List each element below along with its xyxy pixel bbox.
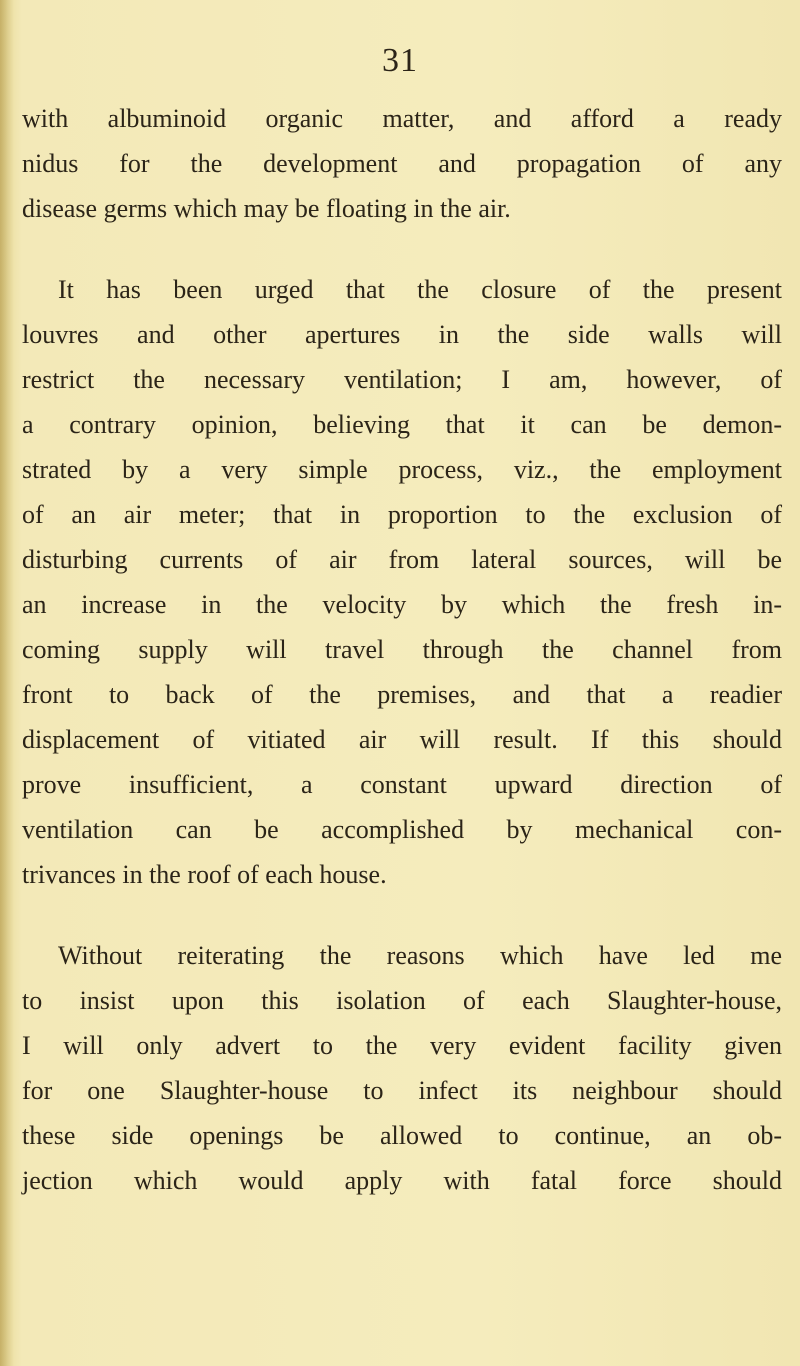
text-line: Without reiterating the reasons which have led me	[58, 941, 782, 970]
text-line: these side openings be allowed to continue, an ob-	[22, 1121, 782, 1150]
paragraph-1	[22, 96, 782, 231]
paragraph-2	[22, 267, 782, 897]
text-line: ventilation can be accomplished by mechanical con-	[22, 815, 782, 844]
text-line: an increase in the velocity by which the fresh in-	[22, 590, 782, 619]
text-line: I will only advert to the very evident facility given	[22, 1031, 782, 1060]
text-line: a contrary opinion, believing that it can be demon-	[22, 410, 782, 439]
text-line: disturbing currents of air from lateral sources, will be	[22, 545, 782, 574]
body-text	[22, 96, 782, 1203]
gutter-shadow	[0, 0, 14, 1366]
paragraph-gap	[22, 231, 782, 267]
text-line: prove insufficient, a constant upward direction of	[22, 770, 782, 799]
text-line: trivances in the roof of each house.	[22, 860, 387, 889]
page-number: 31	[382, 42, 418, 79]
text-line: displacement of vitiated air will result. If this should	[22, 725, 782, 754]
paragraph-3	[22, 933, 782, 1203]
text-line: disease germs which may be floating in the air.	[22, 194, 511, 223]
text-line: for one Slaughter-house to infect its neighbour should	[22, 1076, 782, 1105]
text-line: front to back of the premises, and that a readier	[22, 680, 782, 709]
paragraph-gap	[22, 897, 782, 933]
text-line: restrict the necessary ventilation; I am, however, of	[22, 365, 782, 394]
text-line: with albuminoid organic matter, and afford a ready	[22, 104, 782, 133]
text-line: It has been urged that the closure of the present	[58, 275, 782, 304]
text-line: jection which would apply with fatal force should	[22, 1166, 782, 1195]
text-line: to insist upon this isolation of each Slaughter-house,	[22, 986, 782, 1015]
text-line: nidus for the development and propagation of any	[22, 149, 782, 178]
text-line: coming supply will travel through the channel from	[22, 635, 782, 664]
text-line: of an air meter; that in proportion to the exclusion of	[22, 500, 782, 529]
text-line: louvres and other apertures in the side walls will	[22, 320, 782, 349]
text-line: strated by a very simple process, viz., the employment	[22, 455, 782, 484]
